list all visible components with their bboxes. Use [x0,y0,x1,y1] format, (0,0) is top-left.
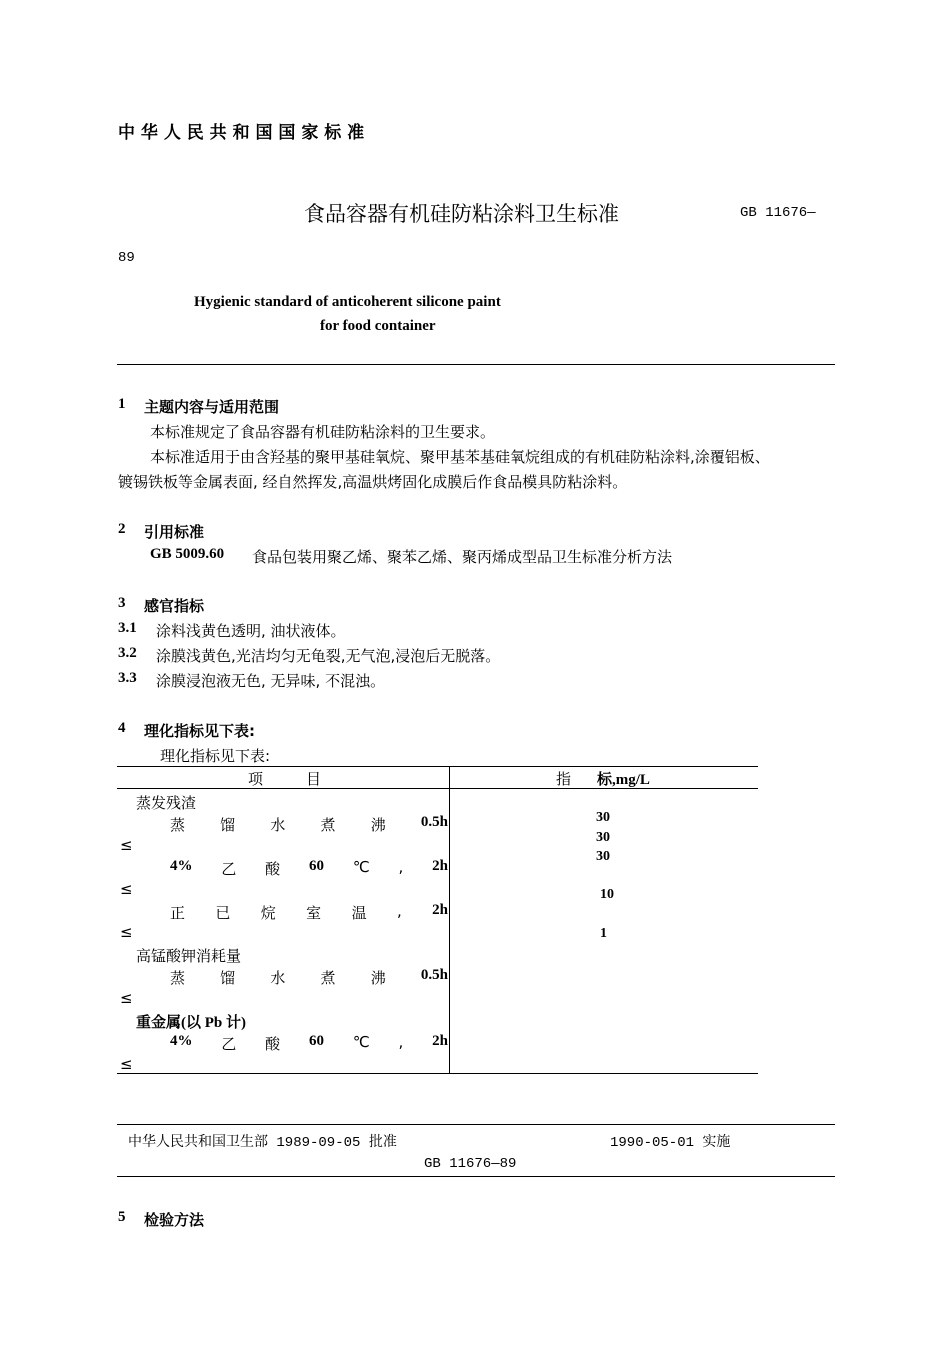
table-top-rule [117,766,758,767]
row-acetic-acid-2: 4% 乙 酸 60 ℃ , 2h [170,1033,448,1053]
table-intro: 理化指标见下表: [160,747,271,765]
le-symbol-4: ≤ [120,989,133,1007]
table-column-divider [449,766,450,1074]
section-2-number: 2 [118,521,126,537]
col2-header-b: 标,mg/L [597,772,650,788]
group-heavy-metals: 重金属(以 Pb 计) [136,1015,246,1031]
value-3: 30 [596,849,610,864]
le-symbol-2: ≤ [120,880,133,898]
value-5: 1 [600,926,607,941]
item-3-1-number: 3.1 [118,620,137,636]
section-1-title: 主题内容与适用范围 [144,398,280,416]
item-3-2-number: 3.2 [118,645,137,661]
section-3-number: 3 [118,595,126,611]
header-divider [117,364,835,365]
section-2-title: 引用标准 [144,523,205,541]
national-standard-label: 中 华 人 民 共 和 国 国 家 标 准 [118,123,365,143]
row-distilled-water-boil-1: 蒸 馏 水 煮 沸 0.5h [170,814,448,834]
section-4-number: 4 [118,720,126,736]
reference-code: GB 5009.60 [150,546,225,562]
english-title-line1: Hygienic standard of anticoherent silicone paint [194,294,501,310]
value-2: 30 [596,830,610,845]
le-symbol-5: ≤ [120,1055,133,1073]
value-1: 30 [596,810,610,825]
col1-header-a: 项 [248,770,264,788]
section-1-paragraph-2-line2: 镀锡铁板等金属表面, 经自然挥发,高温烘烤固化成膜后作食品模具防粘涂料。 [118,473,628,491]
section-1-paragraph-2-line1: 本标准适用于由含羟基的聚甲基硅氧烷、聚甲基苯基硅氧烷组成的有机硅防粘涂料,涂覆铝板、 [150,448,770,466]
group-evaporation-residue: 蒸发残渣 [136,794,197,812]
section-4-title: 理化指标见下表: [144,722,255,740]
section-3-title: 感官指标 [144,597,205,615]
item-3-1-text: 涂料浅黄色透明, 油状液体。 [156,622,346,640]
col1-header-b: 目 [306,770,322,788]
document-title: 食品容器有机硅防粘涂料卫生标准 [304,202,619,226]
item-3-3-number: 3.3 [118,670,137,686]
item-3-2-text: 涂膜浅黄色,光洁均匀无龟裂,无气泡,浸泡后无脱落。 [156,647,501,665]
approval-info: 中华人民共和国卫生部 1989-09-05 批准 [128,1135,397,1151]
section-1-paragraph-1: 本标准规定了食品容器有机硅防粘涂料的卫生要求。 [150,423,496,441]
reference-text: 食品包装用聚乙烯、聚苯乙烯、聚丙烯成型品卫生标准分析方法 [252,548,673,566]
le-symbol-1: ≤ [120,836,133,854]
section-1-number: 1 [118,396,126,412]
table-header-rule [117,788,758,789]
group-permanganate-consumption: 高锰酸钾消耗量 [136,947,242,965]
row-hexane-room-temp: 正 已 烷 室 温 , 2h [170,902,448,922]
standard-code-part2: 89 [118,250,135,266]
row-acetic-acid-1: 4% 乙 酸 60 ℃ , 2h [170,858,448,878]
footer-bottom-rule [117,1176,835,1177]
row-distilled-water-boil-2: 蒸 馏 水 煮 沸 0.5h [170,967,448,987]
effective-date: 1990-05-01 实施 [610,1135,731,1151]
value-4: 10 [600,887,614,902]
col2-header-a: 指 [556,770,572,788]
footer-top-rule [117,1124,835,1125]
english-title-line2: for food container [320,318,436,334]
section-5-number: 5 [118,1209,126,1225]
footer-code: GB 11676—89 [424,1156,517,1172]
table-bottom-rule [117,1073,758,1074]
section-5-title: 检验方法 [144,1211,205,1229]
le-symbol-3: ≤ [120,923,133,941]
item-3-3-text: 涂膜浸泡液无色, 无异味, 不混浊。 [156,672,386,690]
standard-code-part1: GB 11676— [740,205,816,221]
